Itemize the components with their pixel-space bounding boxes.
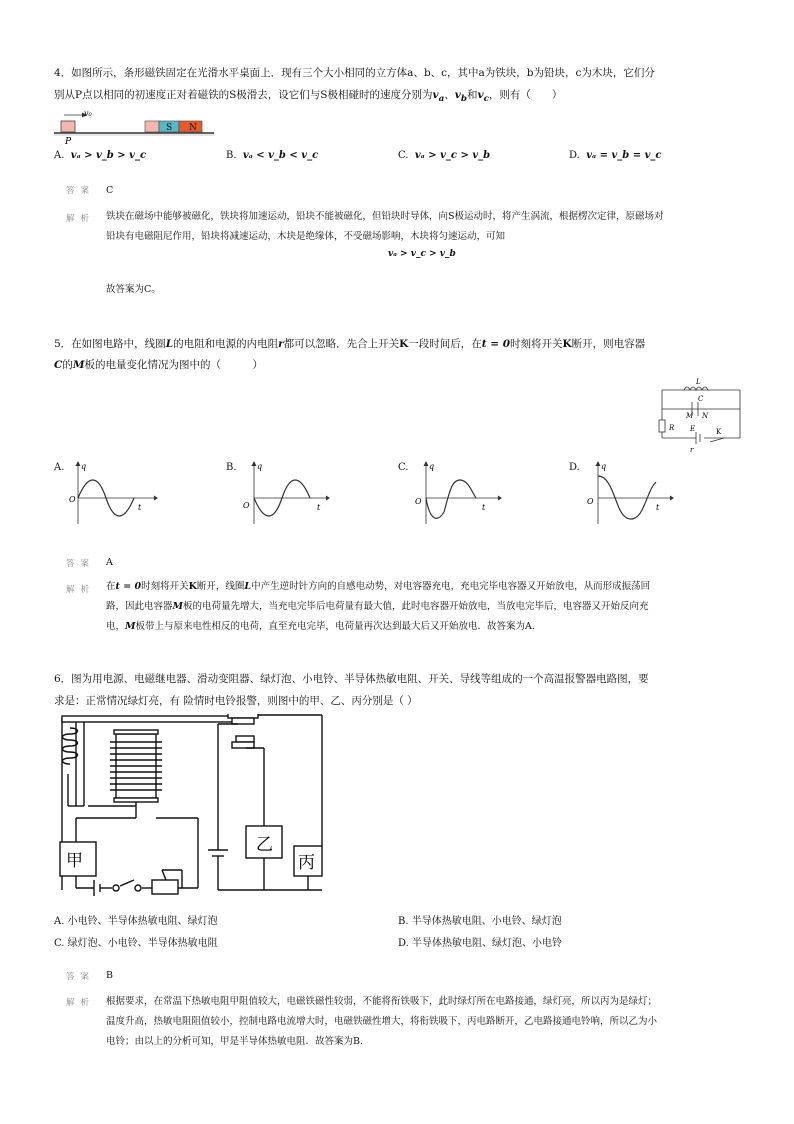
q5-answer: A bbox=[106, 557, 113, 568]
q4-figure bbox=[54, 106, 214, 146]
q4-answer: C bbox=[106, 185, 114, 196]
q6-relay-circuit bbox=[58, 714, 328, 904]
q5-option-b[interactable]: B. bbox=[226, 462, 237, 473]
svg-text:t: t bbox=[656, 503, 660, 512]
svg-text:r: r bbox=[690, 446, 694, 454]
q5-graph-c bbox=[410, 460, 502, 528]
q6-analysis-label: 解析 bbox=[66, 998, 96, 1008]
svg-text:M: M bbox=[686, 412, 694, 420]
q5-stem-line2: C的M板的电量变化情况为图中的（ ） bbox=[54, 359, 263, 371]
svg-text:N: N bbox=[189, 123, 197, 133]
svg-text:O: O bbox=[69, 495, 76, 504]
q4-conclusion: 故答案为C。 bbox=[106, 284, 161, 295]
q5-analysis-3: 电，M板带上与原来电性相反的电荷，直至充电完毕，电荷量再次达到最大后又开始放电．故答案为A. bbox=[106, 621, 535, 632]
curve-c bbox=[426, 480, 476, 518]
sub-b: b bbox=[460, 94, 467, 105]
rheostat bbox=[152, 880, 178, 894]
q5-analysis-1: 在t = 0时刻将开关K断开，线圈L中产生逆时针方向的自感电动势，对电容器充电，充电完毕电容器又开始放电，从而形成振荡回 bbox=[106, 581, 651, 592]
q6-option-c[interactable]: C. 绿灯泡、小电铃、半导体热敏电阻 bbox=[54, 938, 218, 949]
svg-text:O: O bbox=[243, 501, 250, 510]
svg-text:C: C bbox=[698, 395, 704, 403]
var-vb: v bbox=[454, 89, 461, 101]
q5-graph-b bbox=[238, 460, 330, 528]
lower-contact bbox=[236, 736, 254, 742]
q6-option-a[interactable]: A. 小电铃、半导体热敏电阻、绿灯泡 bbox=[54, 916, 218, 927]
q4-option-a[interactable]: A. vₐ > v_b > v_c bbox=[54, 150, 147, 161]
sub-c: c bbox=[483, 94, 489, 105]
svg-text:R: R bbox=[669, 424, 675, 432]
q6-analysis-1: 根据要求，在常温下热敏电阻甲阻值较大，电磁铁磁性较弱，不能将衔铁吸下，此时绿灯所在电路接通，绿灯亮，所以丙为是绿灯； bbox=[106, 996, 658, 1007]
q6-stem-line2: 求是：正常情况绿灯亮，有 险情时电铃报警，则图中的甲、乙、丙分别是（ ） bbox=[54, 695, 418, 707]
q6-analysis-3: 电铃；由以上的分析可知，甲是半导体热敏电阻．故答案为B. bbox=[106, 1036, 364, 1047]
svg-text:N: N bbox=[702, 412, 709, 420]
sub-a: a bbox=[438, 94, 445, 105]
q6-option-d[interactable]: D. 半导体热敏电阻、绿灯泡、小电铃 bbox=[398, 938, 563, 949]
q4-analysis-1: 铁块在磁场中能够被磁化，铁块将加速运动，铅块不能被磁化，但铅块时导体，向S极运动时，将产生涡流，根据楞次定律，原磁场对 bbox=[106, 211, 664, 222]
q6-answer: B bbox=[106, 970, 113, 981]
q6-answer-label: 答案 bbox=[66, 972, 96, 982]
switch-k bbox=[710, 438, 724, 442]
svg-text:S: S bbox=[166, 123, 173, 133]
spring bbox=[63, 728, 78, 764]
q4-analysis-label: 解析 bbox=[66, 214, 96, 224]
armature bbox=[62, 716, 238, 722]
svg-text:乙: 乙 bbox=[256, 835, 273, 855]
cosine-curve bbox=[598, 476, 656, 519]
sep1: 、 bbox=[444, 89, 455, 101]
q4-option-d[interactable]: D. vₐ = v_b = v_c bbox=[569, 150, 662, 161]
q6-analysis-2: 温度升高，热敏电阻阻值较小，控制电路电流增大时，电磁铁磁性增大，将衔铁吸下，丙电路断开，乙电路接通电铃响，所以乙为小 bbox=[106, 1016, 658, 1027]
q5-graph-a bbox=[66, 460, 158, 528]
q5-analysis-2: 路，因此电容器M板的电荷量先增大，当充电完毕后电荷量有最大值，此时电容器开始放电，当放电完毕后，电容器又开始反向充 bbox=[106, 601, 649, 612]
q6-stem-line1: 6．图为用电源、电磁继电器、滑动变阻器、绿灯泡、小电铃、半导体热敏电阻、开关、导线等组成的一个高温报警器电路图，要 bbox=[54, 673, 649, 685]
q4-analysis-2: 铅块有电磁阻尼作用，铅块将减速运动，木块是绝缘体，不受磁场影响，木块将匀速运动，可知 bbox=[106, 231, 506, 242]
svg-text:q: q bbox=[257, 462, 263, 471]
q6-option-b[interactable]: B. 半导体热敏电阻、小电铃、绿灯泡 bbox=[398, 916, 562, 927]
q4-option-b[interactable]: B. vₐ < v_b < v_c bbox=[226, 150, 319, 161]
q4-answer-label: 答案 bbox=[66, 186, 96, 196]
sep2: 和 bbox=[466, 89, 478, 101]
cube bbox=[61, 121, 75, 132]
var-vc: v bbox=[477, 89, 484, 101]
q4-formula: vₐ > v_c > v_b bbox=[388, 249, 456, 259]
q5-analysis-label: 解析 bbox=[66, 585, 96, 595]
svg-text:t: t bbox=[138, 503, 142, 512]
q4-option-c[interactable]: C. vₐ > v_c > v_b bbox=[398, 150, 491, 161]
svg-text:E: E bbox=[690, 425, 696, 433]
svg-text:t: t bbox=[317, 503, 321, 512]
var-va: v bbox=[432, 89, 439, 101]
q5-option-c[interactable]: C. bbox=[398, 462, 409, 473]
q5-circuit bbox=[656, 376, 746, 456]
svg-text:丙: 丙 bbox=[298, 853, 315, 873]
q4-stem-line1: 4．如图所示，条形磁铁固定在光滑水平桌面上．现有三个大小相同的立方体a、b、c，其中a为铁块，b为铅块，c为木块，它们分 bbox=[54, 67, 655, 79]
svg-text:q: q bbox=[81, 462, 87, 471]
p-label: P bbox=[65, 137, 72, 146]
svg-text:t: t bbox=[482, 503, 486, 512]
v0-label: v₀ bbox=[84, 109, 92, 118]
svg-text:K: K bbox=[716, 428, 722, 436]
svg-text:q: q bbox=[429, 462, 435, 471]
q5-answer-label: 答案 bbox=[66, 559, 96, 569]
q5-graph-d bbox=[582, 460, 674, 528]
svg-text:O: O bbox=[415, 497, 422, 506]
q4-line2-pre: 别从P点以相同的初速度正对着磁铁的S极滑去，设它们与S极相碰时的速度分别为 bbox=[54, 89, 433, 101]
svg-text:甲: 甲 bbox=[66, 851, 83, 871]
q5-option-d[interactable]: D. bbox=[569, 462, 580, 473]
q5-option-a[interactable]: A. bbox=[54, 462, 65, 473]
q4-line2-post: ，则有（ ） bbox=[488, 89, 563, 101]
svg-text:L: L bbox=[696, 378, 701, 386]
svg-text:O: O bbox=[587, 497, 594, 506]
inductor-coil bbox=[684, 387, 708, 390]
q5-stem-line1: 5．在如图电路中，线圈L的电阻和电源的内电阻r都可以忽略．先合上开关K一段时间后，在t = 0时刻将开关K断开，则电容器 bbox=[54, 338, 646, 350]
svg-text:q: q bbox=[601, 462, 607, 471]
